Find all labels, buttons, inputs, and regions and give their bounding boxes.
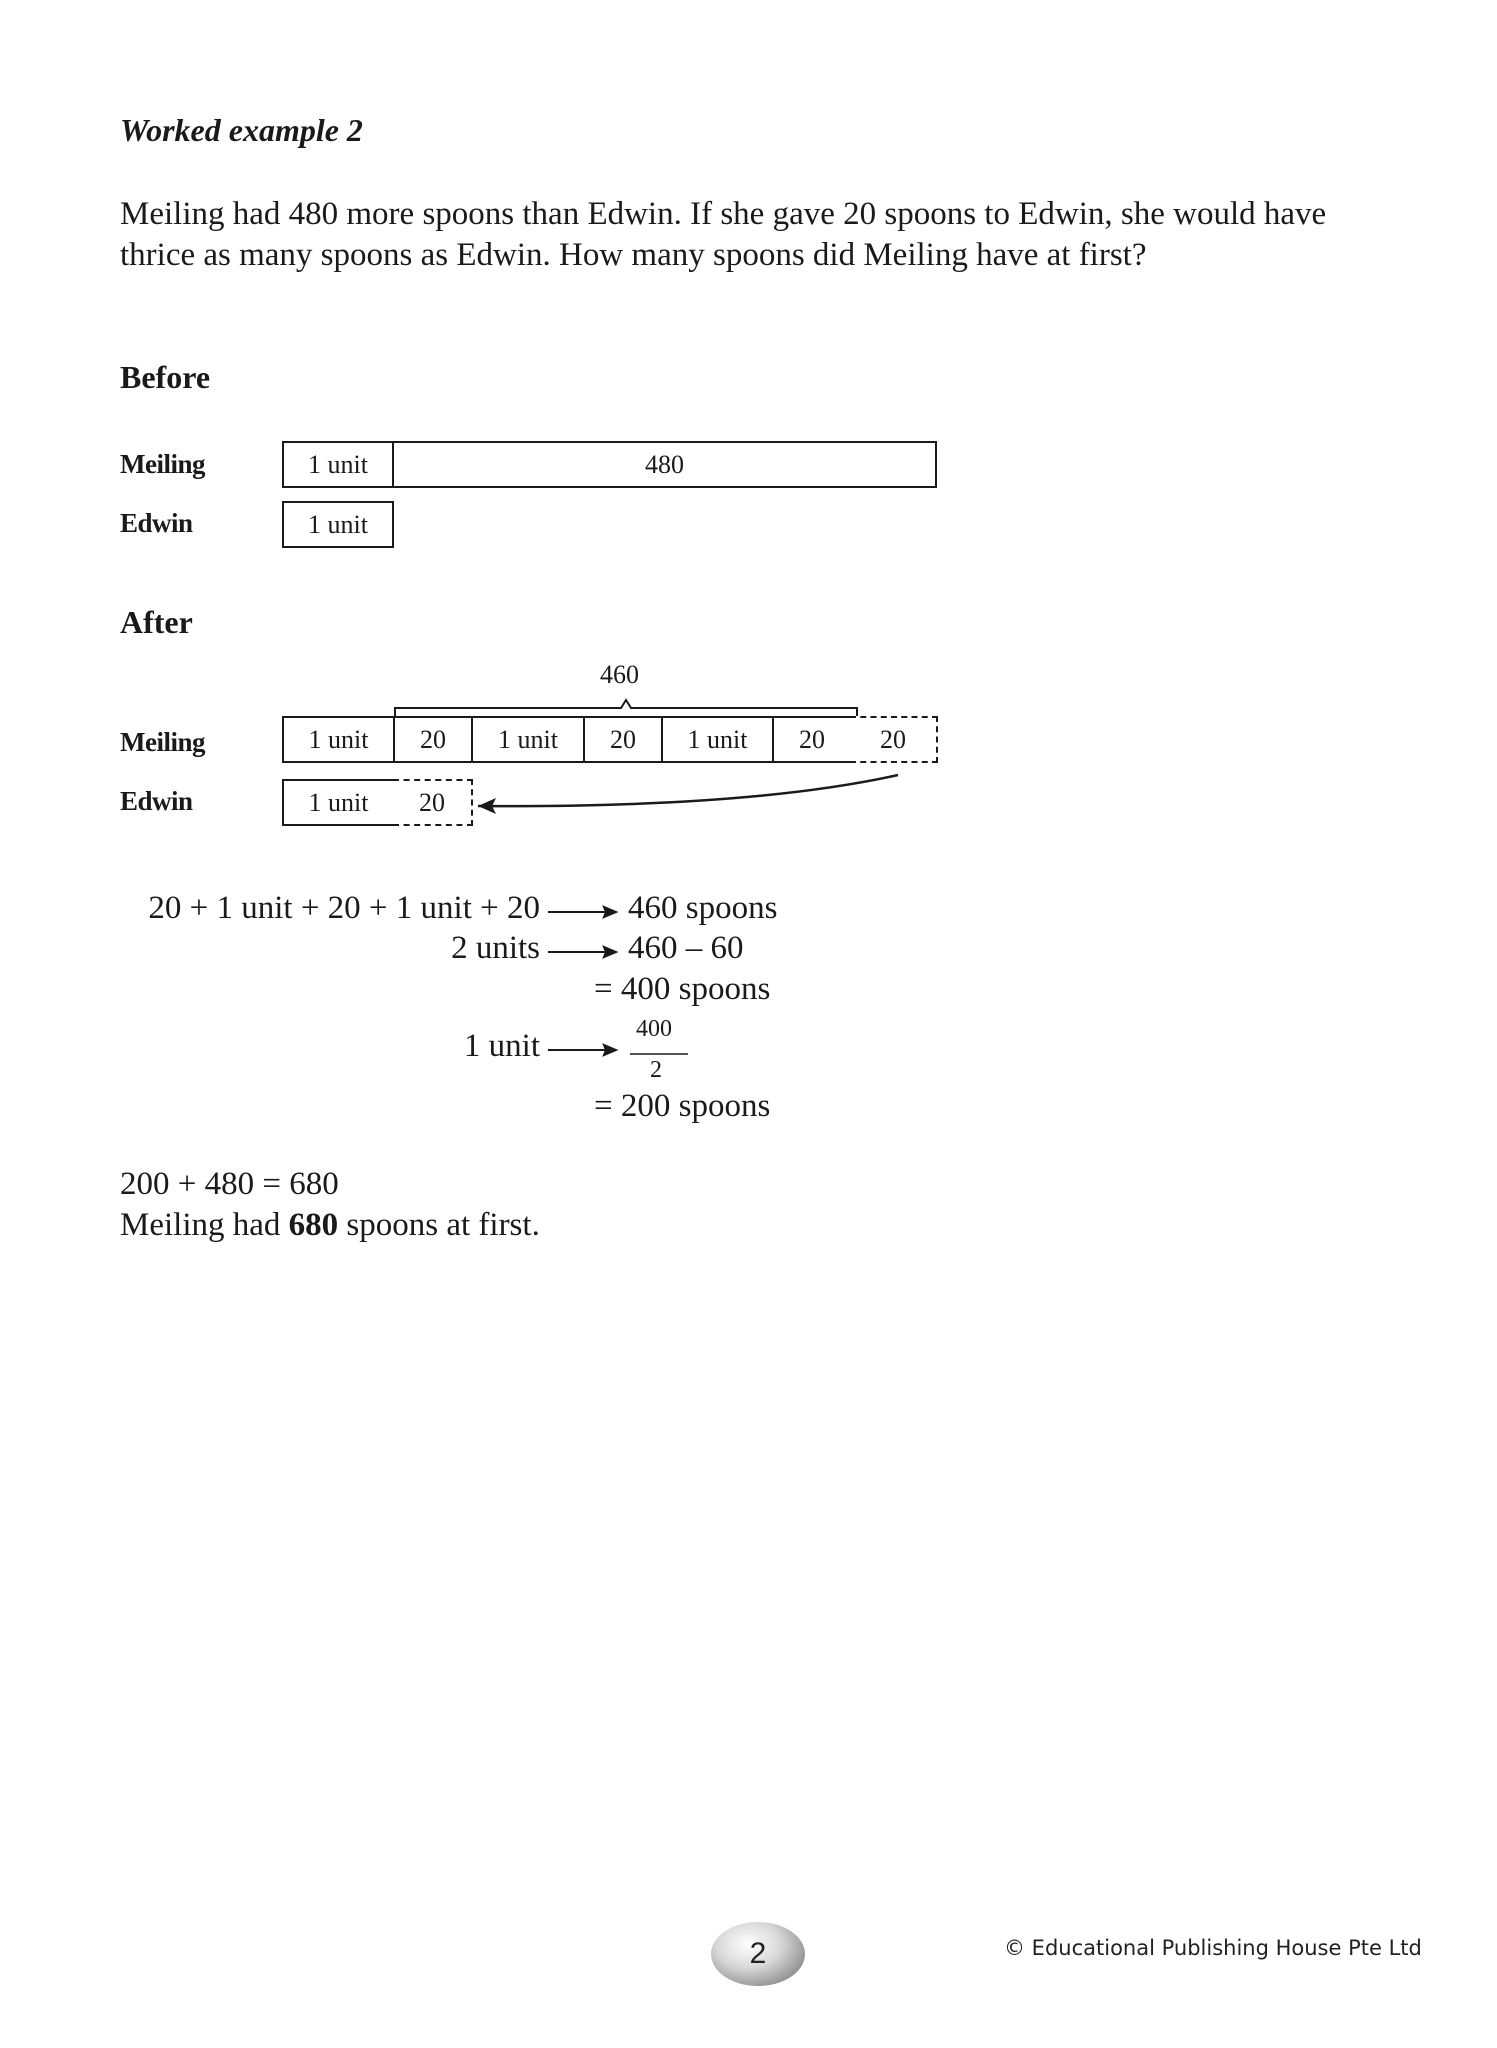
after-edwin-received-box: 20 — [393, 779, 473, 826]
after-edwin-unit-box: 1 unit — [282, 779, 395, 826]
before-label: Before — [120, 359, 211, 395]
conclusion-answer: 680 — [288, 1207, 339, 1243]
brace-value-label: 460 — [600, 660, 639, 689]
conclusion-sentence — [120, 1207, 540, 1244]
working-line2-left: 2 units — [451, 930, 540, 966]
after-label: After — [120, 604, 193, 640]
brace-460 — [395, 700, 857, 716]
worked-example-heading: Worked example 2 — [120, 112, 363, 148]
before-meiling-unit-box: 1 unit — [282, 441, 394, 488]
working-line5-right: = 200 spoons — [594, 1088, 771, 1124]
after-meiling-segment: 20 — [393, 716, 473, 763]
after-meiling-segment: 20 — [850, 716, 938, 763]
before-meiling-extra-box: 480 — [392, 441, 937, 488]
fraction-denominator: 2 — [650, 1057, 662, 1083]
conclusion-text-before: Meiling had — [120, 1207, 289, 1243]
working-line4-left: 1 unit — [463, 1028, 540, 1064]
after-meiling-segment: 1 unit — [282, 716, 395, 763]
copyright-notice: © Educational Publishing House Pte Ltd — [1004, 1936, 1422, 1960]
after-meiling-segment: 1 unit — [471, 716, 585, 763]
after-meiling-segment: 20 — [772, 716, 852, 763]
working-line3-right: = 400 spoons — [594, 971, 771, 1007]
transfer-arrow-line — [478, 775, 898, 806]
problem-statement: Meiling had 480 more spoons than Edwin. If she gave 20 spoons to Edwin, she would have thrice as many spoons as Edwin. How many spoons did Meiling have at first? — [120, 196, 1327, 273]
working-line1-left: 20 + 1 unit + 20 + 1 unit + 20 — [148, 890, 540, 926]
after-meiling-segment: 20 — [583, 716, 663, 763]
conclusion-equation: 200 + 480 = 680 — [120, 1166, 339, 1202]
conclusion-text-after: spoons at first. — [338, 1207, 540, 1243]
after-meiling-label: Meiling — [120, 727, 205, 757]
working-line2-right: 460 – 60 — [628, 930, 744, 966]
before-meiling-label: Meiling — [120, 449, 205, 479]
after-meiling-segment: 1 unit — [661, 716, 774, 763]
working-line1-right: 460 spoons — [628, 890, 778, 926]
fraction-numerator: 400 — [636, 1016, 672, 1042]
before-edwin-unit-box: 1 unit — [282, 501, 394, 548]
before-edwin-label: Edwin — [120, 508, 193, 538]
page-number-badge — [711, 1922, 805, 1986]
after-edwin-label: Edwin — [120, 786, 193, 816]
page-number: 2 — [749, 1937, 767, 1970]
